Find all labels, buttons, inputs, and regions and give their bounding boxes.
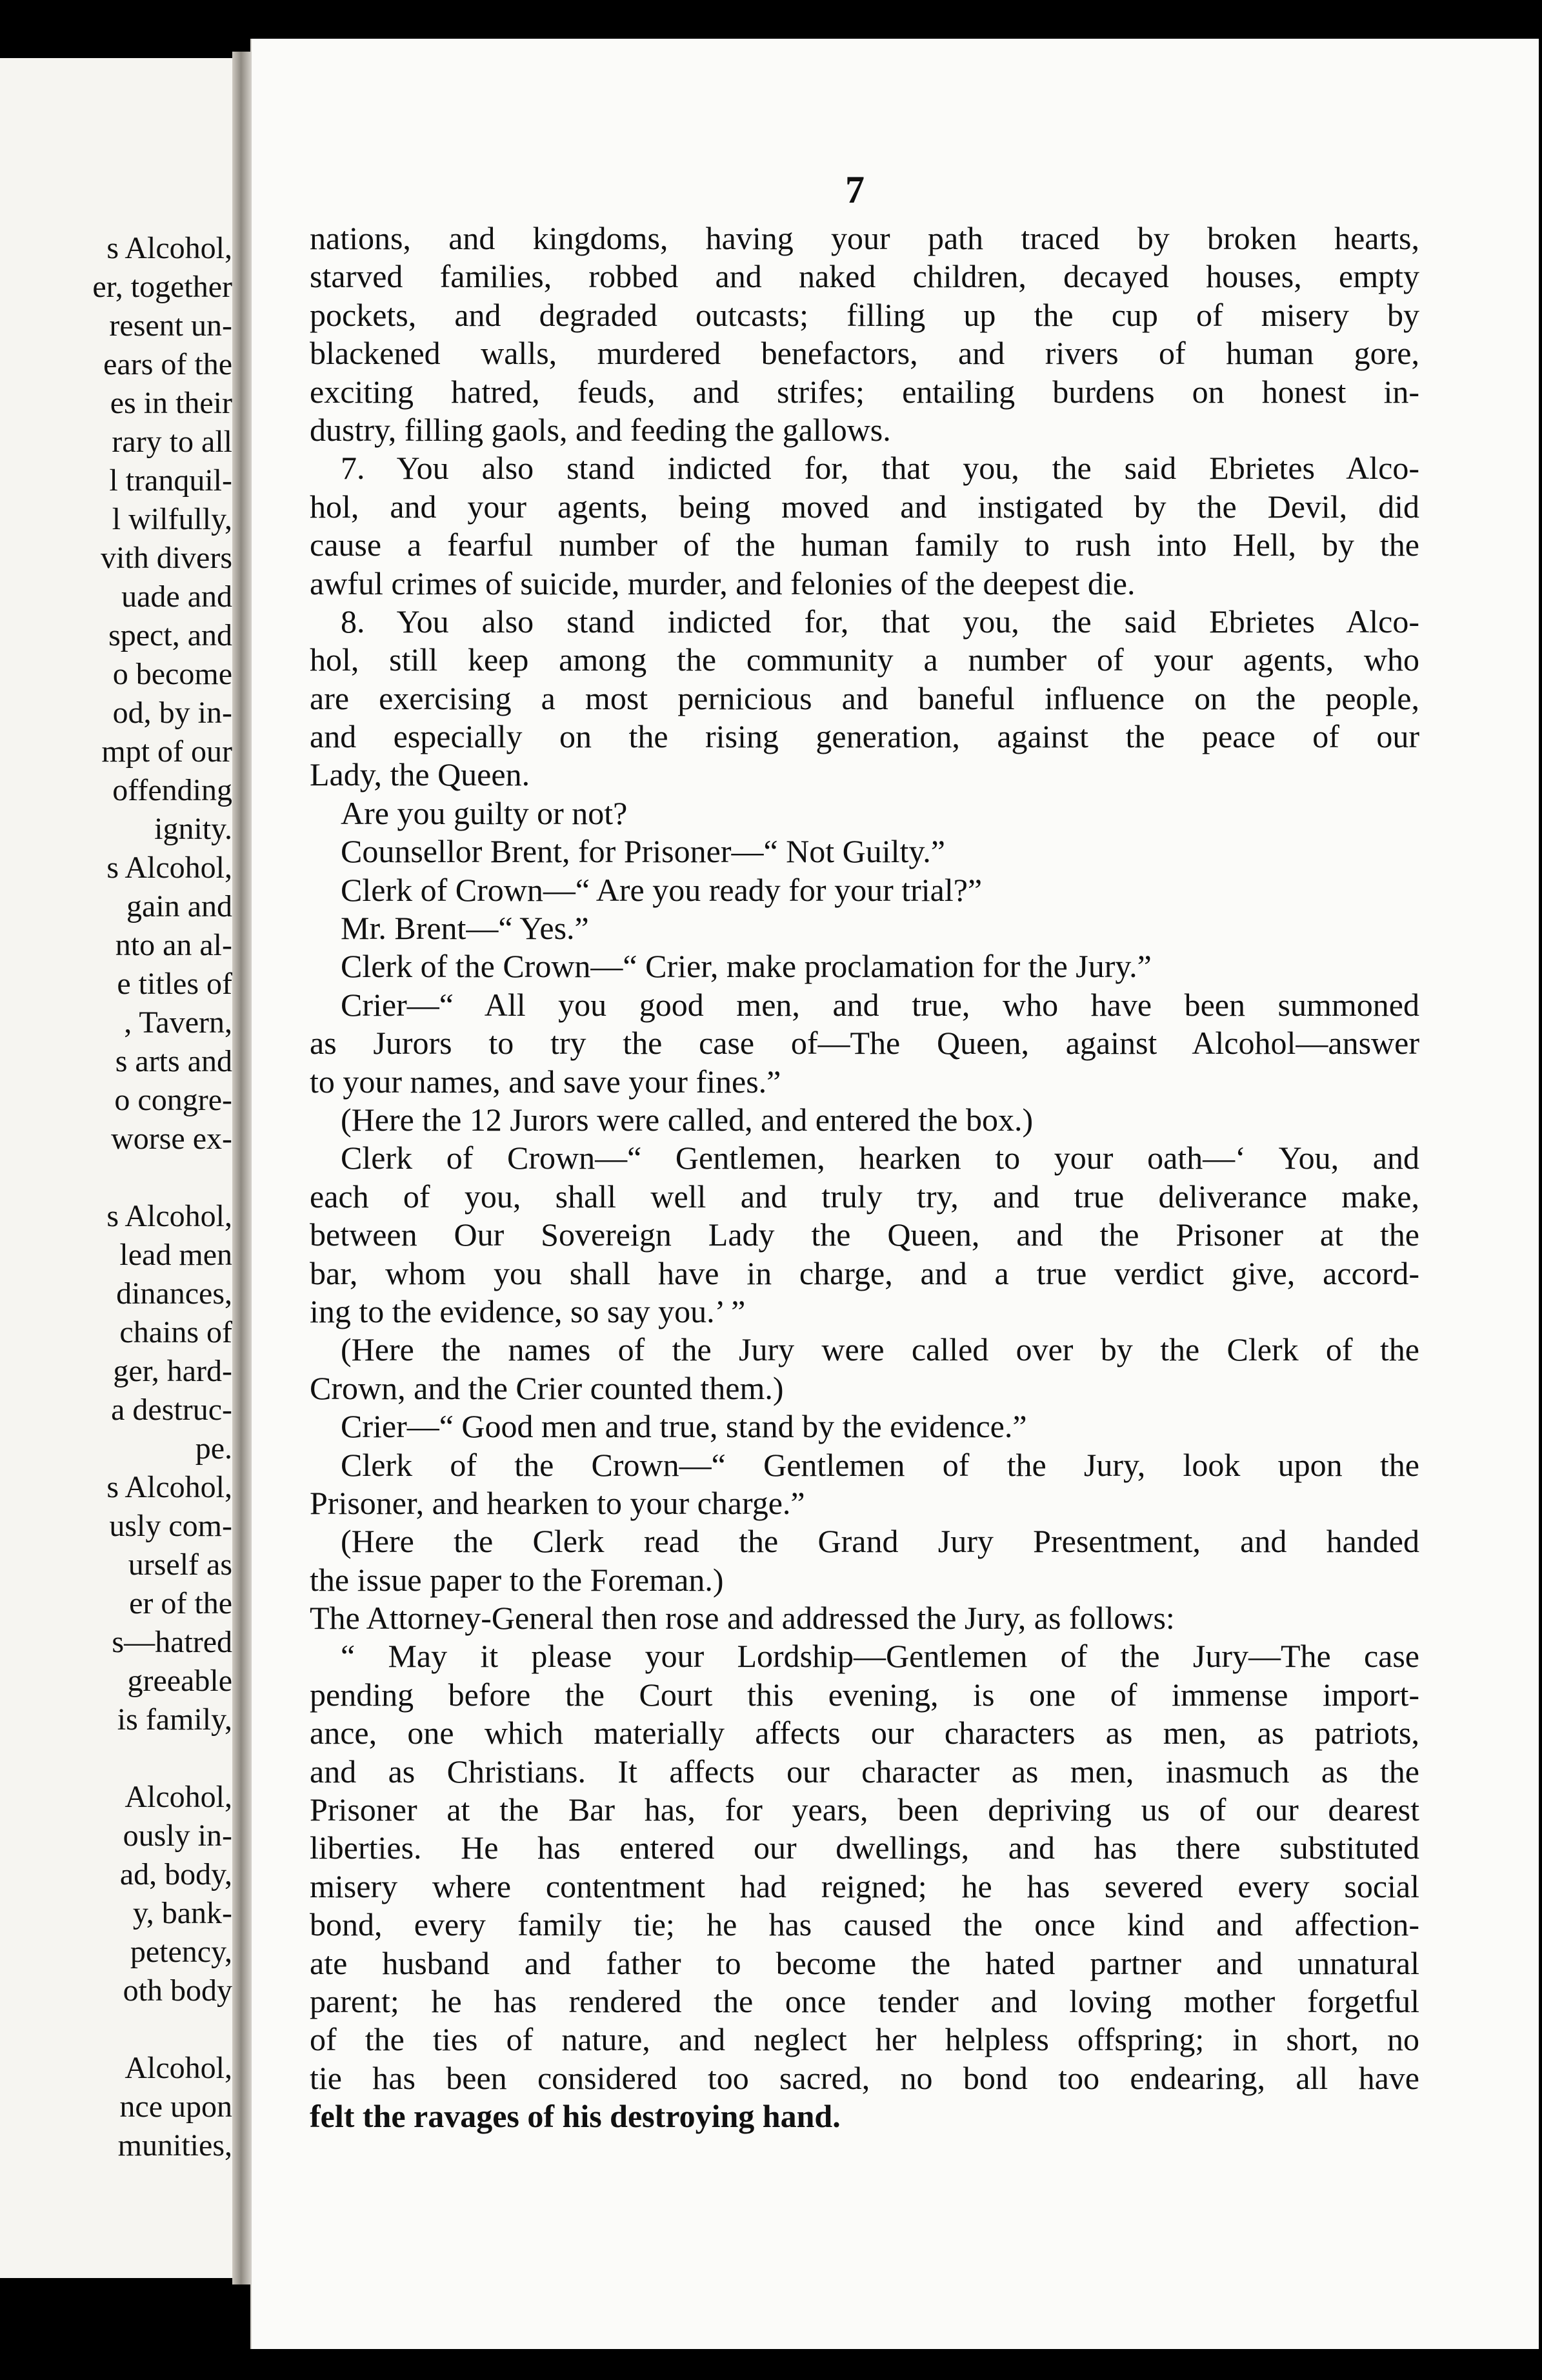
text-line: misery where contentment had reigned; he has severed every social [310,1868,1419,1904]
left-page-line: s—hatred [112,1625,232,1659]
text-line: parent; he has rendered the once tender and loving mother forgetful [310,1982,1419,2019]
left-page-line: usly com- [109,1509,232,1543]
left-page-line: a destruc- [111,1393,232,1427]
left-page-line: petency, [130,1935,232,1969]
left-page-line: s Alcohol, [106,1199,232,1233]
text-line: as Jurors to try the case of—The Queen, against Alcohol—answer [310,1025,1419,1062]
text-line: to your names, and save your fines.” [310,1063,781,1100]
text-line: Prisoner, and hearken to your charge.” [310,1484,805,1521]
left-page-line: mpt of our [101,734,232,769]
left-page-line: rary to all [112,425,232,459]
body-text [310,219,1419,2136]
left-page-line: o congre- [114,1083,232,1117]
text-line: Are you guilty or not? [341,794,628,831]
left-page-line: urself as [128,1548,232,1582]
text-line: and as Christians. It affects our character as men, inasmuch as the [310,1753,1419,1790]
left-page-line: offending [112,773,232,807]
text-line: dustry, filling gaols, and feeding the gallows. [310,411,891,448]
text-line: Crown, and the Crier counted them.) [310,1369,784,1406]
left-page-line: worse ex- [111,1122,232,1156]
text-line: felt the ravages of his destroying hand. [310,2098,841,2135]
text-line: Clerk of Crown—“ Are you ready for your trial?” [341,871,983,908]
left-page-line: dinances, [116,1276,232,1311]
text-line: ing to the evidence, so say you.’ ” [310,1293,746,1329]
text-line: between Our Sovereign Lady the Queen, and the Prisoner at the [310,1216,1419,1253]
text-line: hol, still keep among the community a number of your agents, who [310,641,1419,678]
left-page-line: s Alcohol, [106,851,232,885]
text-line: liberties. He has entered our dwellings, and has there substituted [310,1830,1419,1866]
text-line: pending before the Court this evening, is one of immense import- [310,1676,1419,1713]
text-line: Clerk of the Crown—“ Gentlemen of the Jury, look upon the [341,1446,1419,1483]
text-line: 8. You also stand indicted for, that you, the said Ebrietes Alco- [341,603,1419,640]
text-line: Clerk of Crown—“ Gentlemen, hearken to your oath—‘ You, and [341,1140,1419,1176]
text-line: exciting hatred, feuds, and strifes; entailing burdens on honest in- [310,373,1419,410]
text-line: bond, every family tie; he has caused the once kind and affection- [310,1906,1419,1943]
left-page-line: nce upon [119,2090,232,2124]
left-page-line: ously in- [123,1819,232,1853]
text-line: nations, and kingdoms, having your path traced by broken hearts, [310,220,1419,256]
left-page-line: e titles of [117,967,232,1001]
text-line: (Here the 12 Jurors were called, and entered the box.) [341,1101,1034,1138]
text-line: blackened walls, murdered benefactors, and rivers of human gore, [310,335,1419,372]
left-page-line: gain and [126,889,232,923]
left-page-line: s arts and [115,1044,232,1078]
left-page-line: l tranquil- [109,463,232,498]
left-page-line: greeable [127,1664,232,1698]
page-number: 7 [845,168,865,211]
left-page-line: lead men [119,1238,232,1272]
left-page-line: Alcohol, [125,2051,232,2085]
text-line: starved families, robbed and naked children, decayed houses, empty [310,258,1419,295]
text-line: cause a fearful number of the human family to rush into Hell, by the [310,527,1419,563]
text-line: Crier—“ Good men and true, stand by the evidence.” [341,1408,1027,1445]
book-gutter [232,52,252,2284]
text-line: Mr. Brent—“ Yes.” [341,910,589,947]
text-line: and especially on the rising generation, against the peace of our [310,718,1419,755]
text-line: ance, one which materially affects our characters as men, as patriots, [310,1715,1419,1751]
text-line: tie has been considered too sacred, no bond too endearing, all have [310,2059,1419,2096]
left-page-line: vith divers [101,541,232,575]
left-page-line: ignity. [154,812,232,846]
text-line: Clerk of the Crown—“ Crier, make proclamation for the Jury.” [341,948,1152,985]
text-line: each of you, shall well and truly try, and true deliverance make, [310,1178,1419,1215]
text-line: awful crimes of suicide, murder, and felonies of the deepest die. [310,565,1136,601]
left-page-line: ad, body, [119,1857,232,1891]
left-page-line: ger, hard- [113,1354,232,1388]
left-page-line: uade and [121,580,232,614]
text-line: “ May it please your Lordship—Gentlemen of the Jury—The case [341,1638,1419,1675]
text-line: 7. You also stand indicted for, that you, the said Ebrietes Alco- [341,450,1419,487]
left-page-line: s Alcohol, [106,231,232,265]
left-page-line: o become [112,657,232,691]
left-page-line: Alcohol, [125,1780,232,1814]
left-page-line: y, bank- [132,1896,232,1930]
left-page-line: oth body [123,1973,232,2008]
text-line: Prisoner at the Bar has, for years, been depriving us of our dearest [310,1791,1419,1828]
left-page-line: od, by in- [112,696,232,730]
left-page-line: l wilfully, [112,502,232,536]
text-line: bar, whom you shall have in charge, and a true verdict give, accord- [310,1255,1419,1291]
text-line: The Attorney-General then rose and addressed the Jury, as follows: [310,1600,1175,1637]
left-page-line: nto an al- [115,928,232,962]
left-page-line: pe. [195,1431,232,1466]
left-page-line: spect, and [108,618,232,652]
text-line: (Here the Clerk read the Grand Jury Presentment, and handed [341,1523,1419,1560]
left-page-line: ears of the [103,347,232,381]
text-line: Crier—“ All you good men, and true, who have been summoned [341,986,1419,1023]
left-page-line: munities, [117,2128,232,2163]
text-line: of the ties of nature, and neglect her helpless offspring; in short, no [310,2021,1419,2058]
text-line: pockets, and degraded outcasts; filling up the cup of misery by [310,296,1419,333]
left-page-line: er of the [129,1586,232,1620]
left-page-line: er, together [92,270,232,304]
left-page-line: is family, [117,1702,232,1737]
text-line: hol, and your agents, being moved and instigated by the Devil, did [310,488,1419,525]
text-line: are exercising a most pernicious and baneful influence on the people, [310,680,1419,716]
text-line: Lady, the Queen. [310,756,530,793]
left-page-line: chains of [119,1315,232,1349]
left-page-edge [0,58,244,2278]
left-page-line: resent un- [109,308,232,343]
text-line: the issue paper to the Foreman.) [310,1561,724,1598]
left-page-line: , Tavern, [124,1005,232,1040]
left-page-line: s Alcohol, [106,1470,232,1504]
right-page [250,39,1539,2349]
text-line: Counsellor Brent, for Prisoner—“ Not Guilty.” [341,833,945,870]
text-line: (Here the names of the Jury were called over by the Clerk of the [341,1331,1419,1368]
left-page-line: es in their [110,386,232,420]
text-line: ate husband and father to become the hated partner and unnatural [310,1944,1419,1981]
